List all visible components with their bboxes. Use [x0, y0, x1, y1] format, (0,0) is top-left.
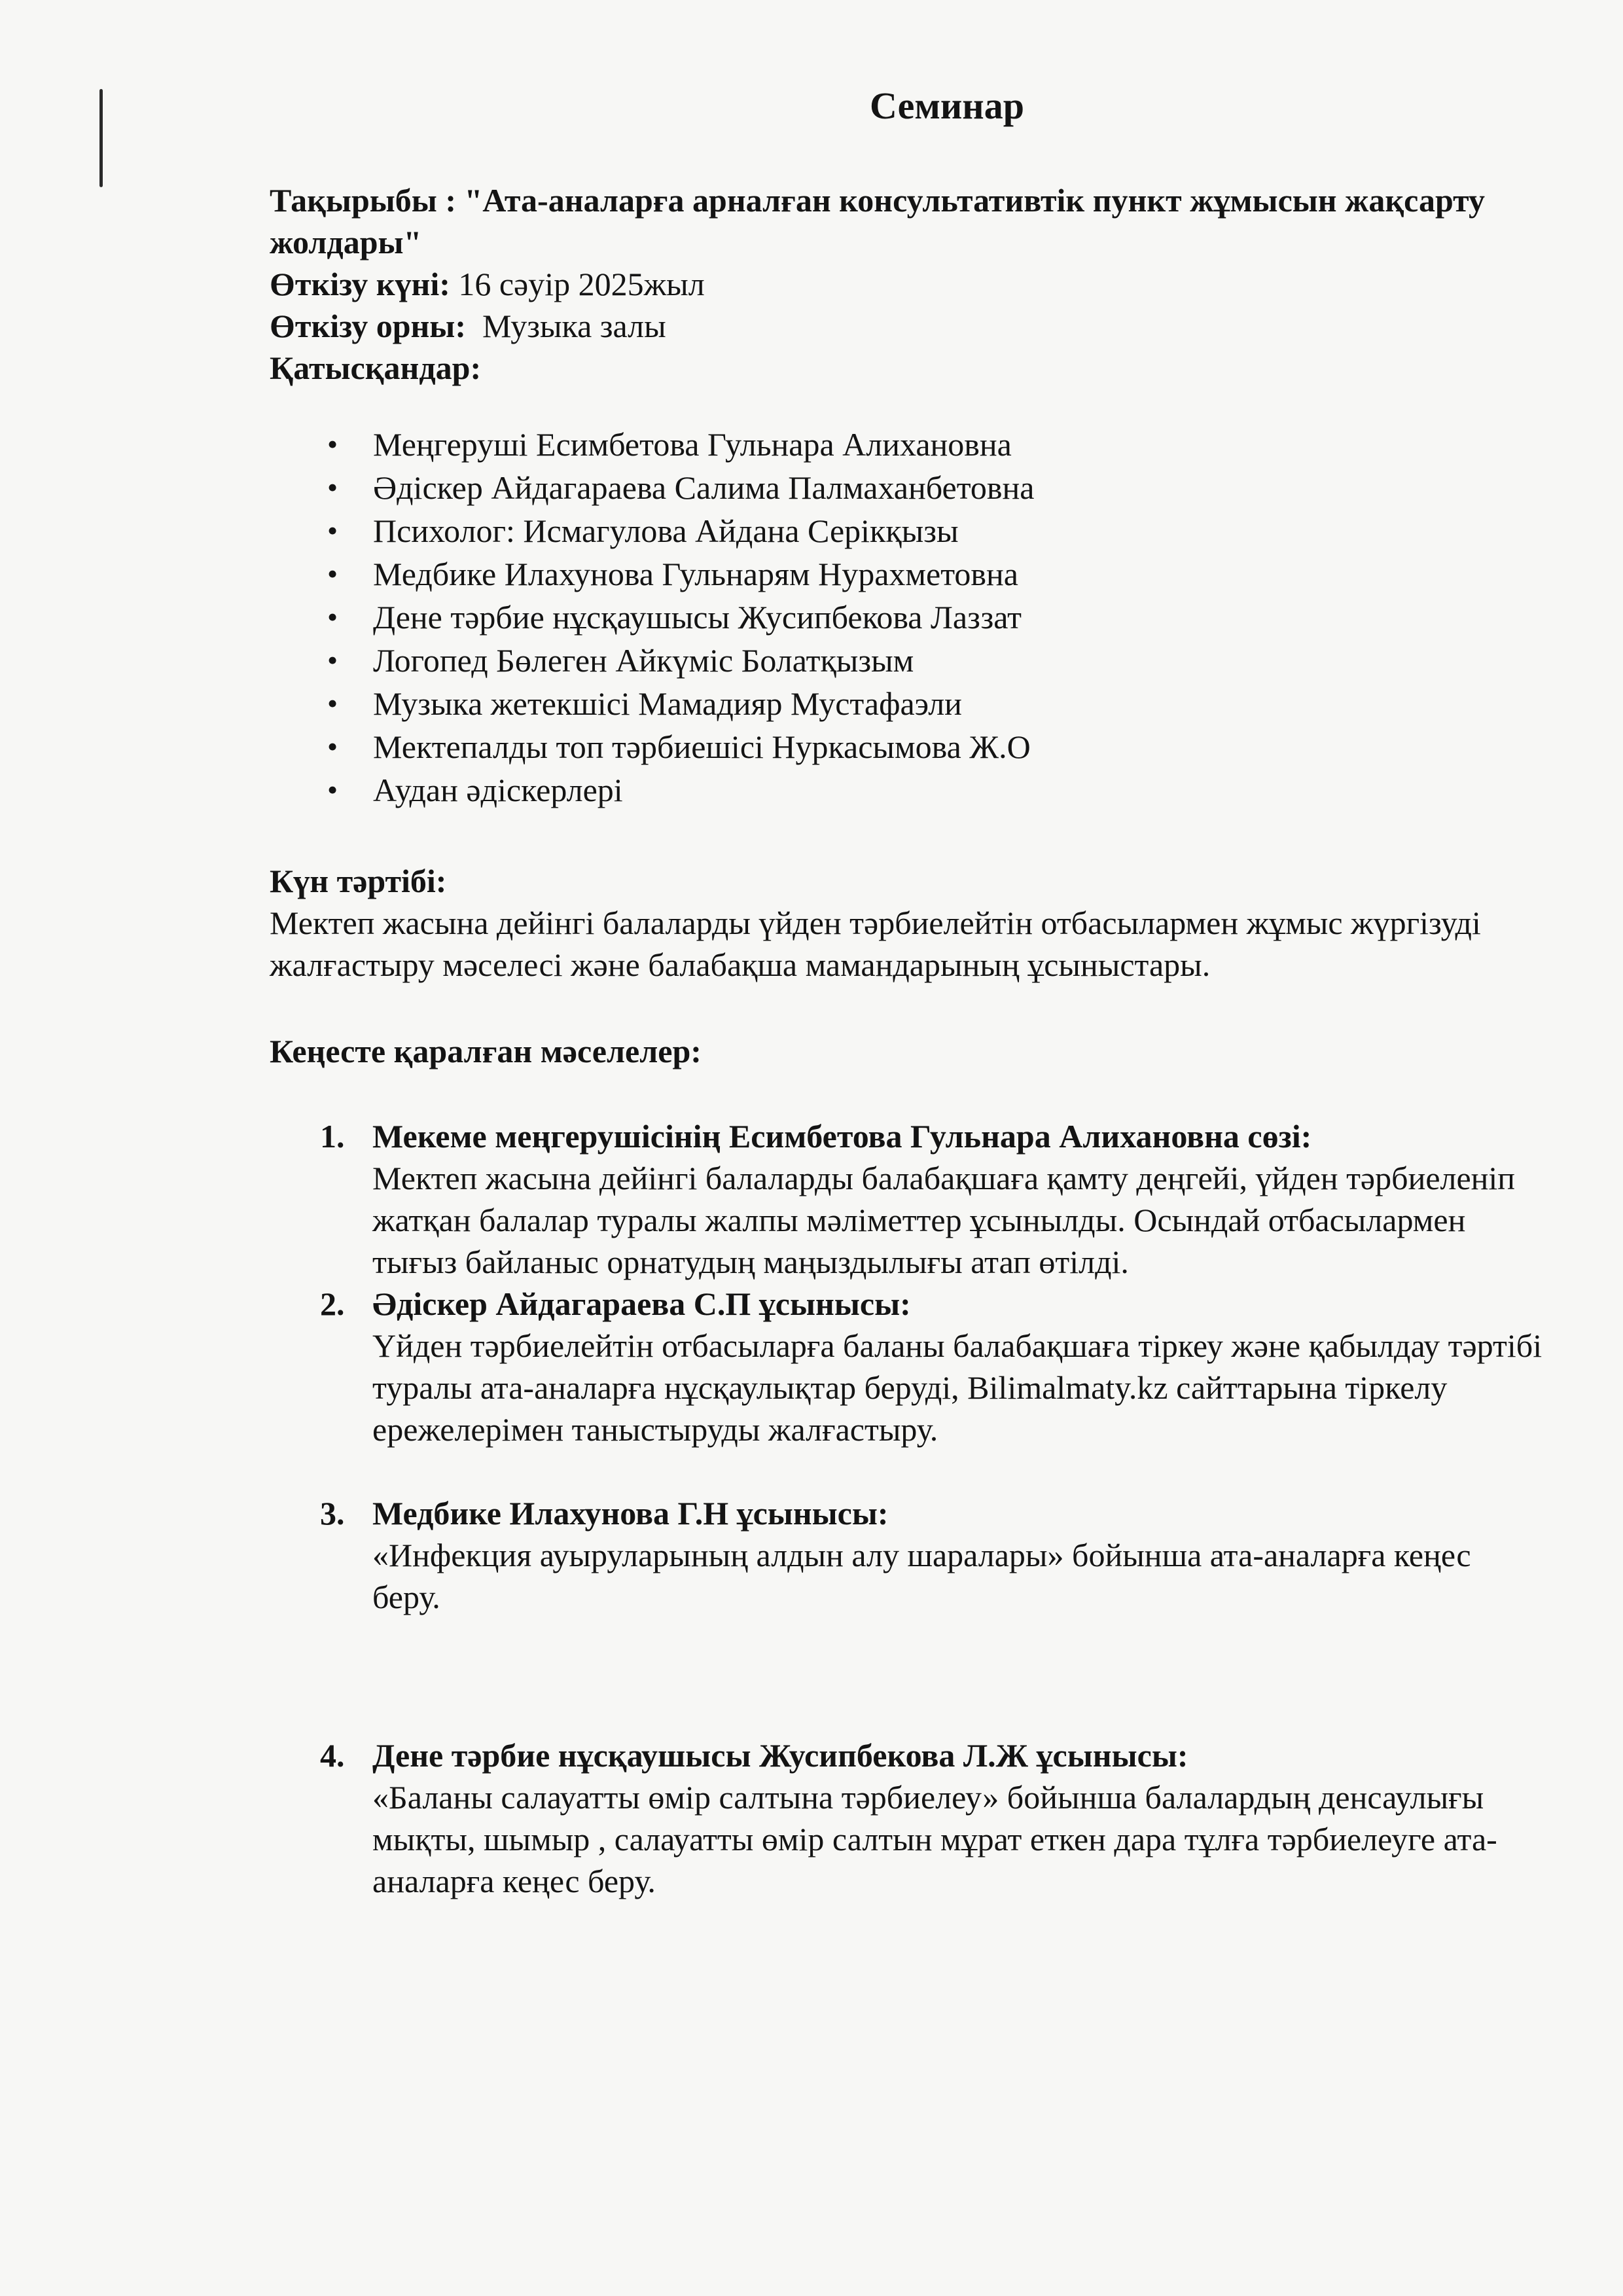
- binder-hole-mark: [99, 89, 103, 187]
- document-title: Семинар: [870, 84, 1024, 127]
- issue-text: Мектеп жасына дейінгі балаларды балабақшаға қамту деңгейі, үйден тәрбиеленіп жатқан балалар туралы жалпы мәліметтер ұсынылды. Осындай отбасылармен тығыз байланыс орнатудың маңыздылығы атап өтілді.: [372, 1160, 1516, 1280]
- document-body: [270, 85, 1546, 1902]
- issue-item: [270, 1283, 1546, 1450]
- date-label: Өткізу күні:: [270, 266, 450, 302]
- issue-heading: Медбике Илахунова Г.Н ұсынысы:: [372, 1495, 889, 1532]
- participants-label: Қатысқандар:: [270, 350, 482, 386]
- issues-label: Кеңесте қаралған мәселелер:: [270, 1033, 702, 1069]
- issue-item: [270, 1492, 1546, 1618]
- participant-item: • Музыка жетекшісі Мамадияр Мустафаэли: [327, 682, 1546, 725]
- issue-text: Үйден тәрбиелейтін отбасыларға баланы балабақшаға тіркеу және қабылдау тәртібі туралы ата-аналарға нұсқаулықтар беруді, Bilimalmaty.kz сайттарына тіркелу ережелерімен таныстыруды жалғастыру.: [372, 1327, 1543, 1448]
- participant-item: • Дене тәрбие нұсқаушысы Жусипбекова Лаззат: [327, 596, 1546, 639]
- place-line: [270, 305, 1546, 347]
- issue-item: [270, 1115, 1546, 1283]
- participant-item: • Меңгеруші Есимбетова Гульнара Алихановна: [327, 423, 1546, 466]
- issue-text: «Баланы салауатты өмір салтына тәрбиелеу» бойынша балалардың денсаулығы мықты, шымыр , салауатты өмір салтын мұрат еткен дара тұлға тәрбиелеуге ата-аналарға кеңес беру.: [372, 1779, 1497, 1899]
- topic-text: "Ата-аналарға арналған консультативтік пункт жұмысын жақсарту жолдары": [270, 182, 1486, 260]
- agenda-label: Күн тәртібі:: [270, 863, 447, 899]
- participant-item: • Әдіскер Айдагараева Салима Палмаханбетовна: [327, 466, 1546, 509]
- participant-item: • Психолог: Исмагулова Айдана Серікқызы: [327, 509, 1546, 552]
- issue-heading: Мекеме меңгерушісінің Есимбетова Гульнара Алихановна сөзі:: [372, 1118, 1312, 1155]
- participant-item: • Медбике Илахунова Гульнарям Нурахметовна: [327, 552, 1546, 596]
- participant-item: • Аудан әдіскерлері: [327, 768, 1546, 812]
- participants-list: [270, 423, 1546, 812]
- issue-heading: Әдіскер Айдагараева С.П ұсынысы:: [372, 1285, 911, 1322]
- issue-text: «Инфекция ауыруларының алдын алу шаралары» бойынша ата-аналарға кеңес беру.: [372, 1537, 1471, 1615]
- issue-number: 4.: [320, 1737, 345, 1774]
- issue-number: 2.: [320, 1285, 345, 1322]
- place-label: Өткізу орны:: [270, 308, 466, 344]
- topic-label: Тақырыбы :: [270, 182, 456, 219]
- participant-item: • Мектепалды топ тәрбиешісі Нуркасымова Ж.О: [327, 725, 1546, 768]
- issues-list: [270, 1115, 1546, 1902]
- issue-number: 1.: [320, 1118, 345, 1155]
- date-value: 16 сәуір 2025жыл: [458, 266, 705, 302]
- issue-heading: Дене тәрбие нұсқаушысы Жусипбекова Л.Ж ұсынысы:: [372, 1737, 1188, 1774]
- date-line: [270, 263, 1546, 305]
- agenda-text: Мектеп жасына дейінгі балаларды үйден тәрбиелейтін отбасылармен жұмыс жүргізуді жалғастыру мәселесі және балабақша мамандарының ұсыныстары.: [270, 905, 1481, 983]
- issue-number: 3.: [320, 1495, 345, 1532]
- topic-line: [270, 179, 1546, 263]
- participant-item: • Логопед Бөлеген Айкүміс Болатқызым: [327, 639, 1546, 682]
- place-value: Музыка залы: [482, 308, 666, 344]
- issue-item: [270, 1734, 1546, 1902]
